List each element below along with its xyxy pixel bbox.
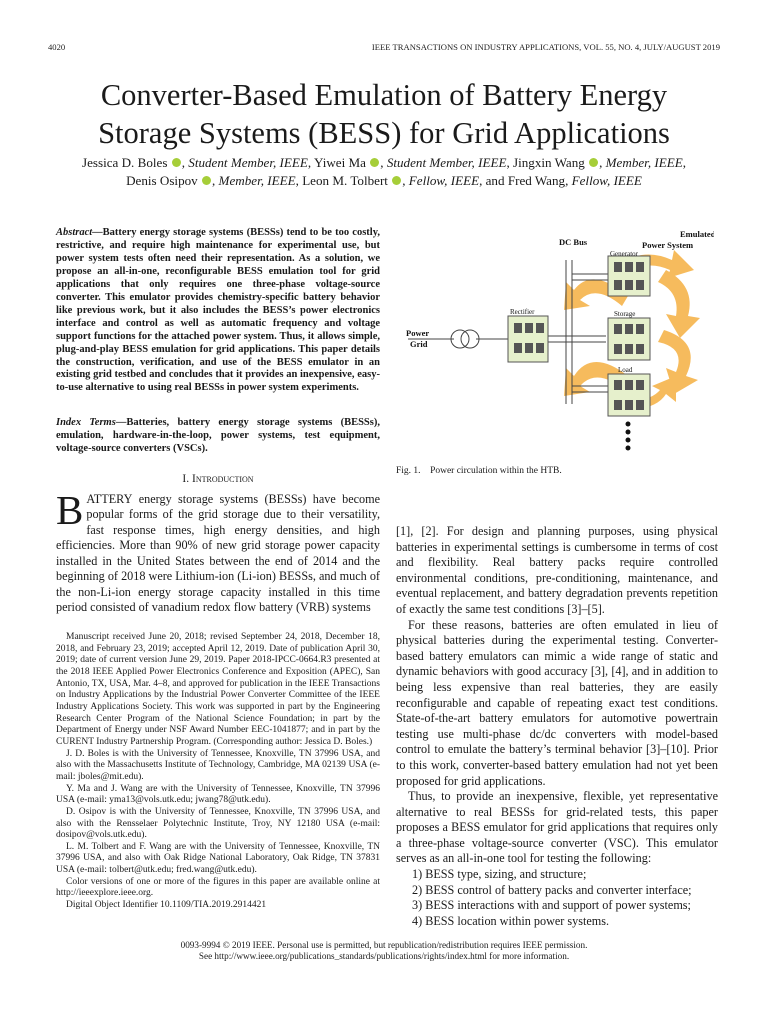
footnote: J. D. Boles is with the University of Tennessee, Knoxville, TN 37996 USA, and also with the Massachusetts Institute of Technology, Cambridge, MA 02139 USA (e-mail: jboles@mit.edu).	[56, 748, 380, 782]
fig-label-generator: Generator	[610, 250, 638, 258]
list-item: 4) BESS location within power systems.	[412, 913, 610, 928]
footer-line-1: 0093-9994 © 2019 IEEE. Personal use is permitted, but republication/redistribution requires IEEE permission.	[180, 940, 588, 950]
orcid-icon[interactable]	[392, 176, 401, 185]
author-role: Student Member, IEEE	[188, 155, 308, 170]
right-column	[396, 524, 718, 929]
abstract-label: Abstract	[56, 227, 93, 238]
figure-caption	[396, 466, 562, 476]
footnote: Y. Ma and J. Wang are with the University of Tennessee, Knoxville, TN 37996 USA (e-mail: yma13@vols.utk.edu; jwang78@utk.edu).	[56, 783, 380, 806]
footnotes	[56, 632, 380, 912]
body-paragraph: Thus, to provide an inexpensive, flexible, yet representative alternative to real BESSs for grid-related tests, this paper proposes a BESS emulator for grid applications that requires only a three-phase voltage-source converter (VSC). This emulator serves as an all-in-one tool for testing the following:	[396, 789, 718, 866]
abstract-text: —Battery energy storage systems (BESSs) tend to be too costly, restrictive, and require high maintenance for experimental use, but power system tests often need their representation. As a solution, we propose an all-in-one, reconfigurable BESS emulation tool for grid applications that only requires one three-phase voltage-source converter. This emulator provides chemistry-specific battery behavior like previous work, but it also includes the BESS’s power electronics interface and control as well as automatic frequency and voltage support functions for the attached power system. Thus, it allows simple, plug-and-play BESS emulation for grid applications. This paper details the construction, verification, and use of the BESS emulator in an existing grid testbed and concludes that it provides an inexpensive, easy-to-use alternative to using real BESSs in power system experiments.	[56, 227, 380, 394]
index-terms-label: Index Terms	[56, 417, 116, 428]
orcid-icon[interactable]	[172, 158, 181, 167]
author-name: Jessica D. Boles	[81, 155, 168, 170]
footnote: Digital Object Identifier 10.1109/TIA.2019.2914421	[66, 900, 267, 911]
footnote: L. M. Tolbert and F. Wang are with the University of Tennessee, Knoxville, TN 37996 USA, and also with Oak Ridge National Laboratory, Oak Ridge, TN 37831 USA (e-mail: tolbert@utk.edu; fred.wang@utk.edu).	[56, 841, 380, 876]
section-numeral: I.	[182, 473, 190, 485]
footnote: Color versions of one or more of the figures in this paper are available online at http://ieeexplore.ieee.org.	[56, 876, 380, 899]
index-terms-text: —Batteries, battery energy storage systems (BESSs), emulation, hardware-in-the-loop, power systems, test equipment, voltage-source converters (VSCs).	[56, 417, 380, 454]
fig-label-power: Power	[406, 328, 430, 338]
author-role: Member, IEEE	[218, 173, 296, 188]
fig-label-emulated: Emulated	[680, 229, 714, 239]
figure-caption-text: Power circulation within the HTB.	[430, 466, 562, 476]
fig-label-power-system: Power System	[642, 240, 694, 250]
power-circulation-diagram	[396, 226, 714, 452]
abstract	[56, 227, 380, 395]
figure-caption-label: Fig. 1.	[396, 466, 421, 476]
body-paragraph: For these reasons, batteries are often emulated in lieu of physical batteries during the experimental testing. Converter-based battery emulators can mimic a wide range of static and dynamic behaviors with good accuracy [3], [4], and in addition to being less expensive than real batteries, they are easily reconfigurable and capable of repeating exact test conditions. State-of-the-art battery emulators for automotive powertrain testing use multi-phase dc/dc converters with model-based control to emulate the battery’s terminal behavior [3]–[10]. Prior to this work, converter-based battery emulation had not yet been proposed for grid applications.	[396, 617, 718, 788]
authors-and: and	[485, 173, 505, 188]
figure-1	[396, 226, 714, 452]
list-item: 2) BESS control of battery packs and converter interface;	[412, 882, 692, 897]
intro-text: energy storage systems (BESSs) have become popular forms of the grid storage due to their versatility, fast response times, high energy densities, and high efficiencies. More than 90% of new grid storage power capacity installed in the United States between the end of 2014 and the beginning of 2018 were Lithium-ion (Li-ion) BESSs, and much of the non-Li-ion energy storage capacity installed in this time period consisted of vanadium redox flow battery (VRB) systems	[56, 492, 380, 615]
title-line-1: Converter-Based Emulation of Battery Energy	[100, 78, 668, 112]
fig-label-rectifier: Rectifier	[510, 308, 535, 316]
author-role: Fellow, IEEE	[571, 173, 642, 188]
dropcap: B	[56, 487, 84, 533]
fig-label-grid: Grid	[410, 339, 428, 349]
author-name: Yiwei Ma	[313, 155, 366, 170]
title-line-2: Storage Systems (BESS) for Grid Applications	[98, 116, 670, 150]
author-name: Fred Wang	[507, 173, 566, 188]
author-list: Jessica D. Boles , Student Member, IEEE, Yiwei Ma , Student Member, IEEE, Jingxin Wang , Member, IEEE, Denis Osipov , Member, IEEE, Leon M. Tolbert , Fellow, IEEE, and Fred Wang, Fellow, IEEE	[81, 155, 687, 188]
author-role: Fellow, IEEE	[408, 173, 480, 188]
orcid-icon[interactable]	[202, 176, 211, 185]
journal-header: IEEE TRANSACTIONS ON INDUSTRY APPLICATIONS, VOL. 55, NO. 4, JULY/AUGUST 2019	[371, 42, 720, 52]
fig-label-dc-bus: DC Bus	[559, 237, 588, 247]
footnote: D. Osipov is with the University of Tennessee, Knoxville, TN 37996 USA, and also with the Rensselaer Polytechnic Institute, Troy, NY 12180 USA (e-mail: dosipov@vols.utk.edu).	[56, 806, 380, 841]
fig-label-storage: Storage	[614, 310, 636, 318]
page-number: 4020	[48, 42, 66, 52]
test-list	[396, 867, 718, 929]
list-item: 1) BESS type, sizing, and structure;	[412, 867, 587, 882]
footnote: Manuscript received June 20, 2018; revised September 24, 2018, December 18, 2018, and February 23, 2019; accepted April 12, 2019. Date of publication April 30, 2019; date of current version June 29, 2019. Paper 2018-IPCC-0664.R3 presented at the 2018 IEEE Applied Power Electronics Conference and Exposition (APEC), San Antonio, TX, USA, Mar. 4–8, and approved for publication in the IEEE Transactions on Industry Applications by the Industrial Power Converter Committee of the IEEE Industry Applications Society. This work was supported in part by the Engineering Research Center Program of the National Science Foundation; in part by the Department of Energy under NSF Award Number EEC-1041877; and in part by the CURENT Industry Partnership Program. (Corresponding author: Jessica D. Boles.)	[56, 632, 380, 747]
fig-label-load: Load	[618, 366, 633, 374]
copyright-footer	[48, 940, 720, 963]
paper-title	[48, 76, 720, 152]
intro-paragraph	[56, 487, 380, 616]
author-name: Denis Osipov	[126, 173, 198, 188]
continuation-dots	[626, 422, 631, 451]
section-title: Introduction	[191, 473, 254, 485]
footer-line-2: See http://www.ieee.org/publications_standards/publications/rights/index.html for more information.	[198, 951, 570, 962]
author-role: Member, IEEE	[605, 155, 683, 170]
author-name: Jingxin Wang	[513, 155, 585, 170]
orcid-icon[interactable]	[370, 158, 379, 167]
section-heading	[56, 472, 380, 488]
author-name: Leon M. Tolbert	[302, 173, 388, 188]
orcid-icon[interactable]	[589, 158, 598, 167]
list-item: 3) BESS interactions with and support of power systems;	[412, 898, 691, 913]
intro-first-word: ATTERY	[86, 492, 133, 506]
author-role: Student Member, IEEE	[386, 155, 507, 170]
body-paragraph: [1], [2]. For design and planning purposes, using physical batteries in experimental settings is cumbersome in terms of cost and flexibility. Real battery packs require controlled environmental conditions, pre-conditioning, maintenance, and eventual replacement, and battery degradation prevents repetition of exactly the same test conditions [3]–[5].	[396, 524, 718, 616]
index-terms	[56, 417, 380, 456]
